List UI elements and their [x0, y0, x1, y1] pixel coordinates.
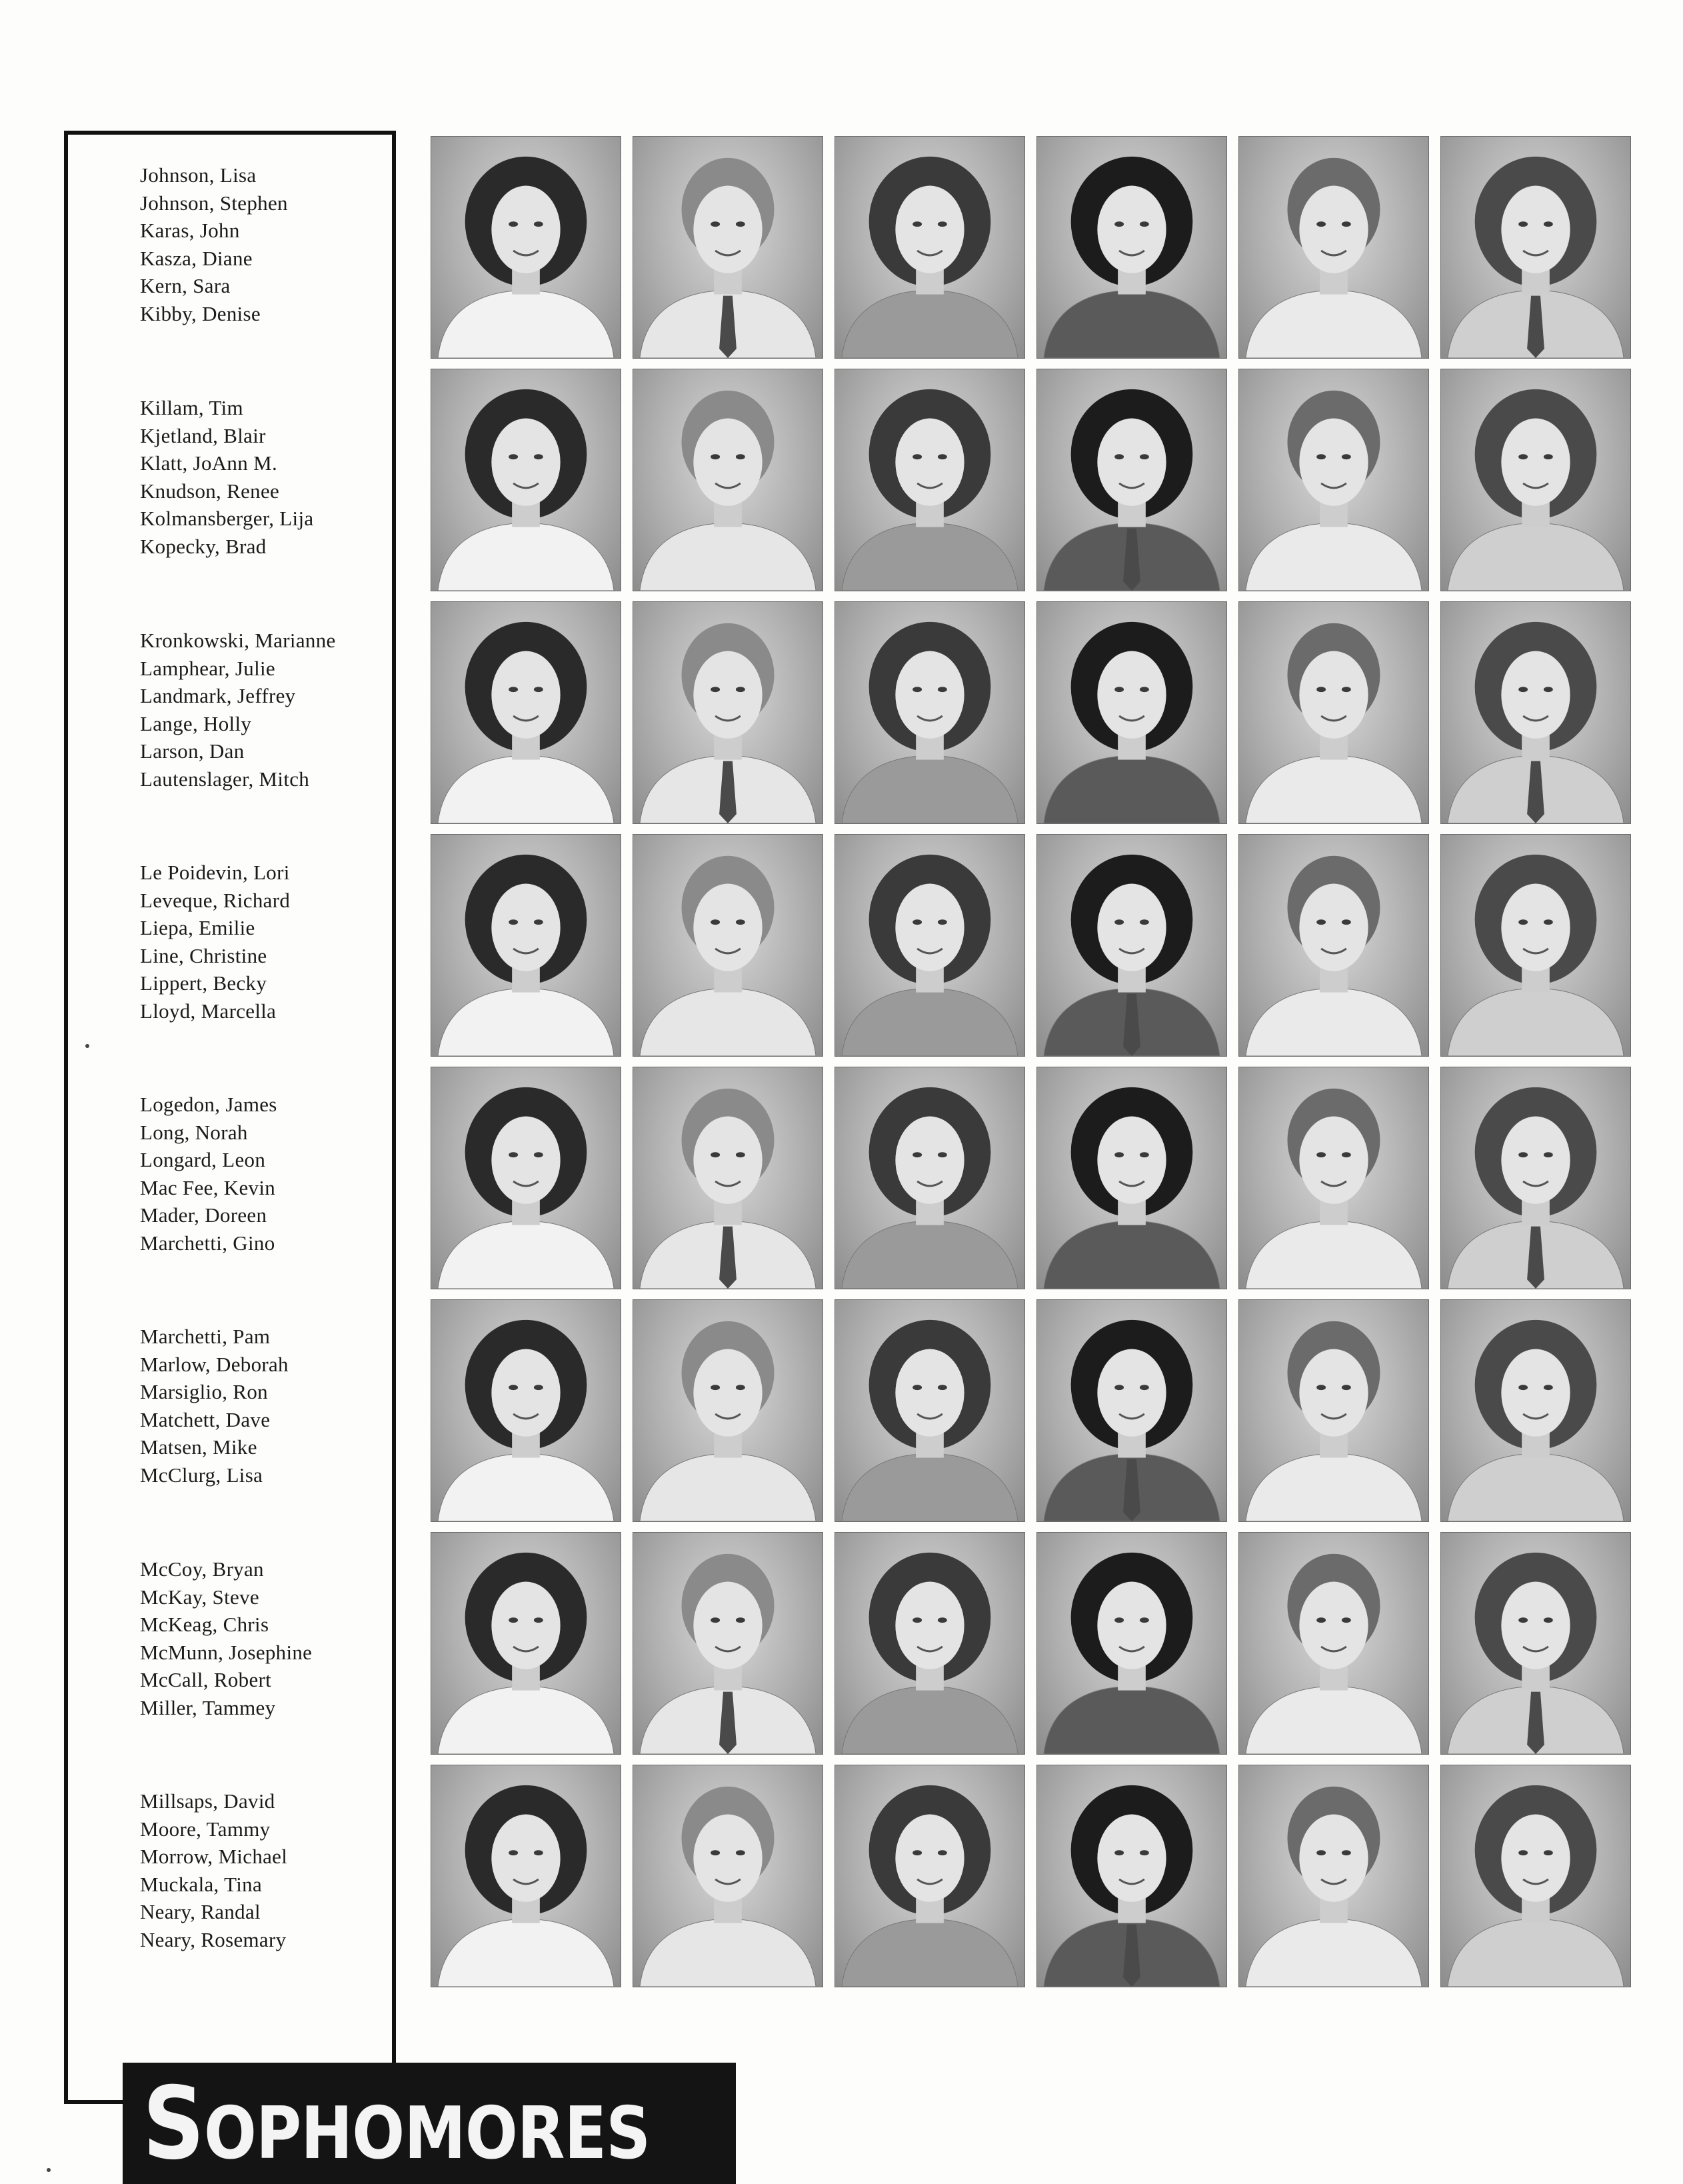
name-group-8	[140, 1787, 393, 1953]
name-entry: McCoy, Bryan	[140, 1557, 264, 1581]
name-entry: Marchetti, Pam	[140, 1325, 271, 1348]
portrait-photo	[431, 834, 621, 1057]
portrait-photo	[1036, 1765, 1227, 1987]
portrait-photo	[633, 369, 823, 591]
portrait-photo	[633, 1532, 823, 1755]
speck	[85, 1044, 89, 1048]
name-entry: Landmark, Jeffrey	[140, 684, 296, 707]
name-entry: Miller, Tammey	[140, 1695, 276, 1719]
portrait-photo	[1440, 1532, 1631, 1755]
portrait-photo	[1238, 1532, 1429, 1755]
portrait-photo	[835, 136, 1025, 359]
name-group-2	[140, 394, 393, 560]
portrait-grid	[431, 136, 1630, 2003]
name-group-4	[140, 859, 393, 1025]
name-entry: Marsiglio, Ron	[140, 1380, 268, 1403]
portrait-photo	[431, 369, 621, 591]
name-entry: Marchetti, Gino	[140, 1231, 275, 1255]
portrait-photo	[1440, 1067, 1631, 1289]
portrait-photo	[1036, 601, 1227, 824]
portrait-photo	[1440, 136, 1631, 359]
portrait-photo	[1036, 1299, 1227, 1522]
name-entry: Mac Fee, Kevin	[140, 1175, 276, 1199]
portrait-photo	[1036, 136, 1227, 359]
portrait-photo	[1440, 1765, 1631, 1987]
name-entry: Lamphear, Julie	[140, 656, 275, 680]
name-entry: Long, Norah	[140, 1120, 248, 1144]
portrait-photo	[1036, 369, 1227, 591]
portrait-photo	[431, 601, 621, 824]
banner-title	[143, 2066, 651, 2182]
name-entry: Liepa, Emilie	[140, 916, 255, 939]
portrait-photo	[1036, 1532, 1227, 1755]
portrait-photo	[431, 1299, 621, 1522]
name-entry: Marlow, Deborah	[140, 1352, 289, 1376]
name-entry: Lloyd, Marcella	[140, 999, 277, 1023]
portrait-photo	[1440, 1299, 1631, 1522]
name-group-1	[140, 161, 393, 327]
speck	[47, 2168, 51, 2172]
portrait-photo	[1036, 1067, 1227, 1289]
name-group-3	[140, 627, 393, 793]
name-entry: Kopecky, Brad	[140, 534, 267, 558]
portrait-photo	[431, 1765, 621, 1987]
name-group-6	[140, 1323, 393, 1489]
name-entry: Neary, Rosemary	[140, 1927, 287, 1951]
name-entry: Logedon, James	[140, 1093, 277, 1116]
portrait-photo	[431, 136, 621, 359]
name-entry: Morrow, Michael	[140, 1845, 288, 1868]
portrait-photo	[1440, 369, 1631, 591]
name-entry: Matchett, Dave	[140, 1407, 271, 1431]
name-entry: Lange, Holly	[140, 711, 252, 735]
name-entry: Lippert, Becky	[140, 971, 267, 995]
portrait-photo	[835, 1299, 1025, 1522]
name-entry: McKeag, Chris	[140, 1613, 269, 1636]
name-entry: Muckala, Tina	[140, 1872, 263, 1896]
portrait-photo	[1238, 1299, 1429, 1522]
name-entry: Mader, Doreen	[140, 1203, 267, 1227]
portrait-photo	[835, 1532, 1025, 1755]
name-entry: Longard, Leon	[140, 1148, 266, 1171]
portrait-photo	[1238, 369, 1429, 591]
name-entry: McMunn, Josephine	[140, 1640, 313, 1664]
portrait-photo	[633, 1765, 823, 1987]
name-entry: Karas, John	[140, 219, 240, 242]
name-entry: Leveque, Richard	[140, 888, 291, 912]
name-entry: Kolmansberger, Lija	[140, 507, 314, 530]
portrait-photo	[835, 834, 1025, 1057]
name-entry: Lautenslager, Mitch	[140, 767, 310, 791]
name-entry: Matsen, Mike	[140, 1435, 257, 1459]
name-entry: McKay, Steve	[140, 1585, 259, 1609]
portrait-photo	[1238, 136, 1429, 359]
portrait-photo	[633, 834, 823, 1057]
name-entry: Kern, Sara	[140, 274, 231, 297]
portrait-photo	[1238, 834, 1429, 1057]
portrait-photo	[835, 1067, 1025, 1289]
name-entry: Line, Christine	[140, 943, 267, 967]
name-entry: McClurg, Lisa	[140, 1463, 263, 1487]
portrait-photo	[1036, 834, 1227, 1057]
name-entry: Klatt, JoAnn M.	[140, 451, 277, 475]
name-entry: Johnson, Stephen	[140, 191, 288, 215]
portrait-photo	[633, 136, 823, 359]
banner-initial: S	[143, 2066, 205, 2182]
portrait-photo	[431, 1532, 621, 1755]
name-entry: Neary, Randal	[140, 1900, 261, 1923]
portrait-photo	[633, 601, 823, 824]
name-entry: Larson, Dan	[140, 739, 245, 763]
portrait-photo	[835, 601, 1025, 824]
name-entry: Kibby, Denise	[140, 301, 261, 325]
name-entry: Kasza, Diane	[140, 246, 253, 270]
portrait-photo	[835, 1765, 1025, 1987]
portrait-photo	[1238, 1765, 1429, 1987]
name-entry: Johnson, Lisa	[140, 163, 257, 187]
portrait-photo	[1238, 1067, 1429, 1289]
banner-rest: OPHOMORES	[204, 2092, 651, 2175]
name-entry: Killam, Tim	[140, 396, 243, 419]
name-group-7	[140, 1555, 393, 1721]
name-entry: McCall, Robert	[140, 1668, 272, 1691]
name-entry: Kjetland, Blair	[140, 423, 266, 447]
portrait-photo	[633, 1067, 823, 1289]
name-entry: Millsaps, David	[140, 1789, 275, 1813]
section-banner	[123, 2063, 736, 2184]
names-panel	[64, 131, 396, 2104]
name-entry: Le Poidevin, Lori	[140, 861, 290, 884]
portrait-photo	[1440, 834, 1631, 1057]
name-entry: Moore, Tammy	[140, 1817, 271, 1841]
portrait-photo	[1238, 601, 1429, 824]
name-entry: Kronkowski, Marianne	[140, 629, 336, 652]
portrait-photo	[431, 1067, 621, 1289]
portrait-photo	[1440, 601, 1631, 824]
portrait-photo	[633, 1299, 823, 1522]
name-entry: Knudson, Renee	[140, 479, 280, 503]
name-group-5	[140, 1091, 393, 1257]
portrait-photo	[835, 369, 1025, 591]
